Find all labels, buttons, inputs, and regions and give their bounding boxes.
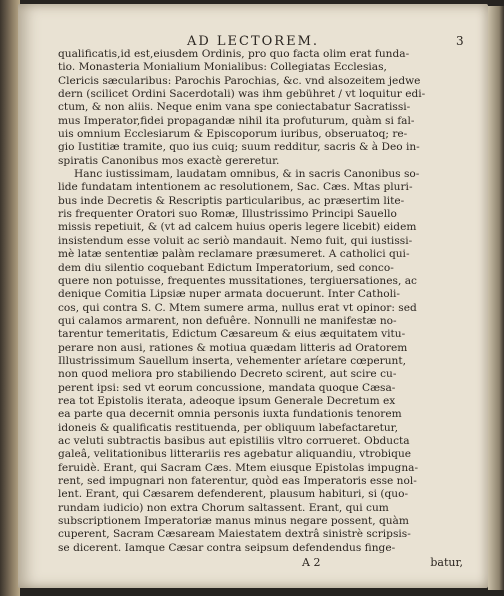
text-line: rundam iudicio) non extra Chorum saltassent. Erant, qui cum (58, 501, 389, 514)
page-number: 3 (456, 34, 464, 48)
text-line: tio. Monasteria Monialium Monialibus: Collegiatas Ecclesias, (58, 61, 387, 74)
text-line: perent ipsi: sed vt eorum concussione, mandata quoque Cæsa- (58, 381, 396, 394)
text-line: quere non potuisse, frequentes mussitationes, tergiuersationes, ac (58, 274, 417, 287)
running-head: AD LECTOREM. (186, 34, 320, 49)
text-line: rent, sed impugnari non faterentur, quòd eas Imperatoris esse nol- (58, 475, 417, 487)
text-line: non quod meliora pro stabiliendo Decreto scirent, aut scire cu- (58, 368, 397, 381)
text-line: gio Iustitiæ tramite, quo ius cuiq; suum redditur, sacris & à Deo in- (58, 141, 420, 154)
page-fore-edge (488, 6, 504, 590)
text-line: denique Comitia Lipsiæ nuper armata docuerunt. Inter Catholi- (58, 288, 401, 301)
text-line: missis repetiuit, & (vt ad calcem huius operis legere licebit) eidem (58, 221, 417, 234)
body-text (58, 48, 463, 555)
text-line: subscriptionem Imperatoriæ manus minus negare possent, quàm (58, 515, 409, 528)
text-line: cuperent, Sacram Cæsaream Maiestatem dextrâ sinistrè scripsis- (58, 528, 411, 541)
text-line: perare non ausi, rationes & motiua quædam litteris ad Oratorem (58, 341, 408, 354)
text-line: idoneis & qualificatis restituenda, per obliquum labefactaretur, (58, 421, 398, 434)
text-line: qualificatis,id est,eiusdem Ordinis, pro quo facta olim erat funda- (58, 48, 410, 60)
text-line: insistendum esse voluit ac seriò mandauit. Nemo fuit, qui iustissi- (58, 234, 413, 247)
text-line: uis omnium Ecclesiarum & Episcoporum iuribus, obseruatoq; re- (58, 128, 408, 141)
text-line: bus inde Decretis & Rescriptis particularibus, ac præsertim lite- (58, 194, 405, 207)
text-line: qui calamos armarent, non defuêre. Nonnulli ne manifestæ no- (58, 314, 397, 327)
text-line: mè latæ sententiæ palàm reclamare præsumeret. A catholici qui- (58, 248, 410, 261)
text-line: dern (scilicet Ordini Sacerdotali) was ihm gebühret / vt loquitur edi- (58, 88, 426, 101)
text-line: ctum, & non aliis. Neque enim vana spe coniectabatur Sacratissi- (58, 101, 411, 114)
text-line: cos, qui contra S. C. Mtem sumere arma, nullus erat vt opinor: sed (58, 301, 417, 314)
text-line: ea parte qua decernit omnia personis iuxta fundationis tenorem (58, 408, 402, 421)
text-line: dem diu silentio coquebant Edictum Imperatorium, sed conco- (58, 261, 394, 274)
text-line: lide fundatam intentionem ac resolutionem, Sac. Cæs. Mtas pluri- (58, 181, 413, 194)
signature-mark: A 2 (302, 556, 321, 569)
text-line: galeâ, velitationibus litterariis res agebatur aliquandiu, vtrobique (58, 448, 412, 461)
text-line: se dicerent. Iamque Cæsar contra seipsum defendendus finge- (58, 541, 396, 554)
text-line: Illustrissimum Sauellum inserta, vehementer aríetare cœperunt, (58, 354, 406, 367)
text-line: feruidè. Erant, qui Sacram Cæs. Mtem eiusque Epistolas impugna- (58, 461, 419, 474)
left-page-edge (0, 0, 20, 596)
text-line: Clericis sæcularibus: Parochis Parochias, &c. vnd alsozeitem jedwe (58, 74, 421, 87)
text-line: mus Imperator,fidei propagandæ nihil ita profuturum, quàm si fal- (58, 114, 415, 127)
book-page (18, 4, 488, 588)
text-line: ris frequenter Oratori suo Romæ, Illustrissimo Principi Sauello (58, 208, 397, 221)
text-line: lent. Erant, qui Cæsarem defenderent, plausum habituri, si (quo- (58, 488, 409, 501)
text-line: tarentur temeritatis, Edictum Cæsareum & eius æquitatem vitu- (58, 328, 406, 341)
text-line: ac veluti subtractis basibus aut epistiliis vltro corrueret. Obducta (58, 434, 410, 447)
catchword: batur, (430, 556, 463, 569)
text-line: rea tot Epistolis iterata, adeoque ipsum Generale Decretum ex (58, 394, 396, 407)
text-line: Hanc iustissimam, laudatam omnibus, & in sacris Canonibus so- (74, 168, 420, 181)
text-line: spiratis Canonibus mos exactè gereretur. (58, 154, 280, 167)
